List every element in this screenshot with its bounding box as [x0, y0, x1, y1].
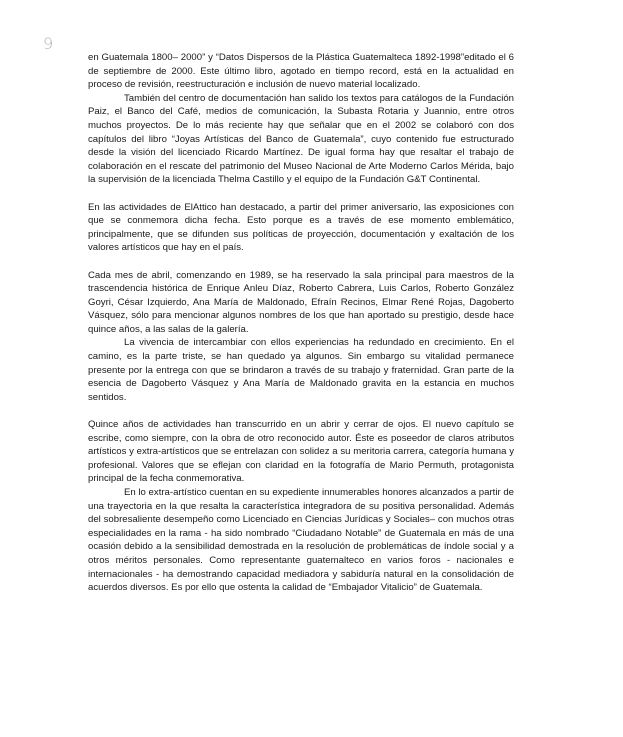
paragraph: La vivencia de intercambiar con ellos experiencias ha redundado en crecimiento. En el camino, es la parte triste, se han quedado ya algunos. Sin embargo su vitalidad permanece presente por la entrega con que se brindaron a través de su trabajo y fraternidad. Gran parte de la esencia de Dagoberto Vásquez y Ana María de Maldonado gravita en la estancia en muchos sentidos.	[88, 337, 514, 403]
body-text	[88, 51, 514, 595]
paragraph: Cada mes de abril, comenzando en 1989, se ha reservado la sala principal para maestros de la trascendencia histórica de Enrique Anleu Díaz, Roberto Cabrera, Luis Carlos, Roberto González Goyri, César Izquierdo, Ana María de Maldonado, Efraín Recinos, Elmar René Rojas, Dagoberto Vásquez, sólo para mencionar algunos nombres de los que han aportado su prestigio, desde hace quince años, a las salas de la galería.	[88, 269, 514, 335]
paragraph: Quince años de actividades han transcurrido en un abrir y cerrar de ojos. El nuevo capítulo se escribe, como siempre, con la obra de otro reconocido autor. Éste es poseedor de claros atributos artísticos y extra-artísticos que se entrelazan con solidez a su meritoria carrera, categoría humana y profesional. Valores que se eflejan con claridad en la fotografía de Mario Permuth, protagonista principal de la fecha conmemorativa.	[88, 419, 514, 485]
paragraph: En lo extra-artístico cuentan en su expediente innumerables honores alcanzados a partir de una trayectoria en la que resalta la característica integradora de su positiva personalidad. Además del sobresaliente desempeño como Licenciado en Ciencias Jurídicas y Sociales– con muchos otras especialidades en la rama - ha sido nombrado “Ciudadano Notable” de Guatemala en más de una ocasión debido a la sensibilidad demostrada en la resolución de problemáticas de índole social y a otros méritos personales. Como representante guatemalteco en varios foros - nacionales e internacionales - ha demostrando capacidad mediadora y sabiduría natural en la consolidación de acuerdos diversos. Es por ello que ostenta la calidad de “Embajador Vitalicio” de Guatemala.	[88, 487, 514, 594]
page-number: 9	[43, 34, 54, 53]
paragraph: en Guatemala 1800– 2000” y “Datos Dispersos de la Plástica Guatemalteca 1892-1998”editado el 6 de septiembre de 2000. Este último libro, agotado en tiempo record, está en la actualidad en proceso de revisión, reestructuración e inclusión de nuevo material localizado.	[88, 52, 514, 91]
paragraph: En las actividades de ElAttico han destacado, a partir del primer aniversario, las exposiciones con que se conmemora dicha fecha. Esto porque es a través de ese momento emblemático, principalmente, que se difunden sus políticas de proyección, documentación y exaltación de los valores artísticos que hay en el país.	[88, 201, 514, 254]
paragraph: También del centro de documentación han salido los textos para catálogos de la Fundación Paiz, el Banco del Café, medios de comunicación, la Subasta Rotaria y Juannio, entre otros muchos proyectos. De lo más reciente hay que señalar que en el 2002 se colaboró con dos capítulos del libro “Joyas Artísticas del Banco de Guatemala”, cuyo contenido fue estructurado desde la visión del licenciado Ricardo Martínez. De igual forma hay que resaltar el trabajo de colaboración en el rescate del patrimonio del Museo Nacional de Arte Moderno Carlos Mérida, bajo la supervisión de la licenciada Thelma Castillo y el equipo de la Fundación G&T Continental.	[88, 92, 514, 186]
